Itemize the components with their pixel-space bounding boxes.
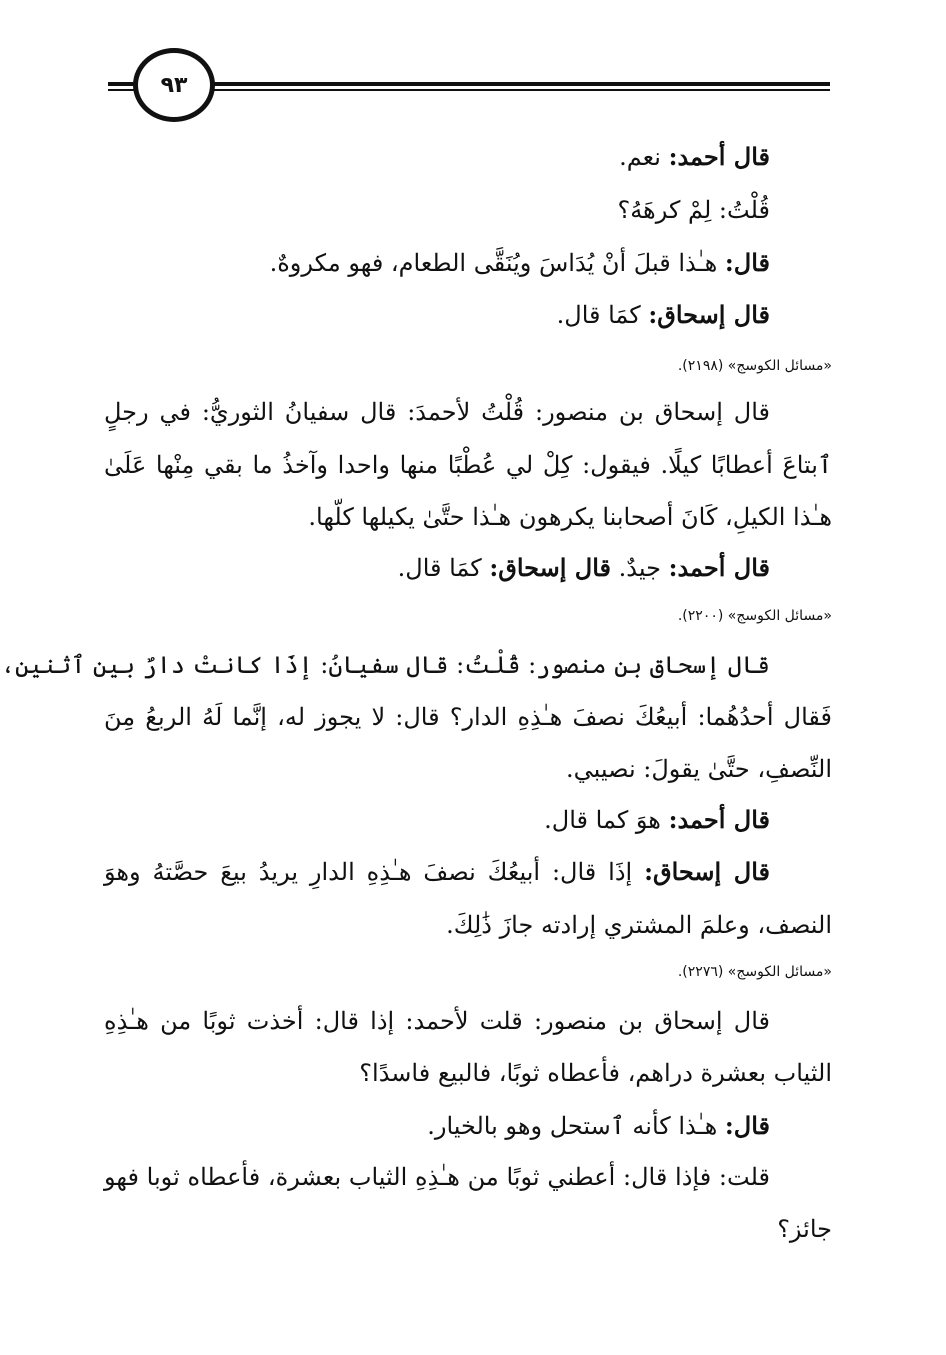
line-text: كمَا قال. bbox=[556, 301, 649, 329]
speaker-label: قال إسحاق: bbox=[489, 553, 612, 582]
text-line bbox=[104, 855, 832, 889]
speaker-label: قال: bbox=[724, 248, 770, 277]
text-line bbox=[104, 551, 832, 585]
line-text: هـٰذا قبلَ أنْ يُدَاسَ ويُنَقَّى الطعام، فهو مكروهٌ. bbox=[269, 249, 725, 277]
text-line: هـٰذا الكيلِ، كَانَ أصحابنا يكرهون هـٰذا حتَّىٰ يكيلها كلّها. bbox=[308, 503, 832, 531]
text-line bbox=[104, 298, 832, 332]
text-line: قلت: فإذا قال: أعطني ثوبًا من هـٰذِهِ الثياب بعشرة، فأعطاه ثوبا فهو bbox=[104, 1163, 770, 1191]
line-text: إذَا قال: أبيعُكَ نصفَ هـٰذِهِ الدارِ يريدُ بيعَ حصَّتهُ وهوَ bbox=[104, 858, 645, 886]
text-line: فَقال أحدُهُما: أبيعُكَ نصفَ هـٰذِهِ الدار؟ قال: لا يجوز له، إنَّما لَهُ الربعُ مِنَ bbox=[104, 703, 832, 731]
text-line: جائز؟ bbox=[777, 1215, 832, 1243]
text-line: النِّصفِ، حتَّىٰ يقولَ: نصيبي. bbox=[566, 755, 832, 783]
text-line bbox=[104, 803, 832, 837]
text-line bbox=[104, 193, 832, 227]
text-line: النصف، وعلمَ المشتري إرادته جازَ ذَٰلِكَ. bbox=[446, 911, 832, 939]
speaker-label: قال: bbox=[724, 1111, 770, 1140]
text-line bbox=[104, 140, 832, 174]
text-line: قال إسحاق بن منصور: قلت لأحمد: إذا قال: أخذت ثوبًا من هـٰذِهِ bbox=[104, 1007, 770, 1035]
speaker-label: قال أحمد: bbox=[668, 553, 770, 582]
text-line bbox=[104, 246, 832, 280]
speaker-label: قال إسحاق: bbox=[648, 300, 770, 329]
text-line: ٱبتاعَ أعطابًا كيلًا. فيقول: كِلْ لي عُطْبًا منها واحدا وآخذُ ما بقي مِنْها عَلَىٰ bbox=[104, 451, 832, 479]
line-text: نعم. bbox=[619, 143, 669, 171]
line-text: قُلْتُ: لِمْ كرهَهُ؟ bbox=[617, 196, 770, 224]
speaker-label: قال أحمد: bbox=[668, 142, 770, 171]
page-number: ٩٣ bbox=[160, 72, 188, 98]
text-line: قال إسحاق بن منصور: قُلْتُ: قال سفيانُ: إذَا كانتْ دارٌ بين ٱثنين، bbox=[0, 651, 770, 679]
source-reference: «مسائل الكوسج» (٢١٩٨). bbox=[677, 358, 832, 374]
source-reference: «مسائل الكوسج» (٢٢٧٦). bbox=[677, 964, 832, 980]
line-text: هـٰذا كأنه ٱستحل وهو بالخيار. bbox=[427, 1112, 725, 1140]
speaker-label: قال أحمد: bbox=[668, 805, 770, 834]
speaker-label: قال إسحاق: bbox=[644, 857, 771, 886]
line-text: هوَ كما قال. bbox=[544, 806, 669, 834]
source-reference: «مسائل الكوسج» (٢٢٠٠). bbox=[677, 608, 832, 624]
line-text: كمَا قال. bbox=[397, 554, 490, 582]
text-line bbox=[104, 1109, 832, 1143]
line-text: جيدٌ. bbox=[611, 554, 669, 582]
text-line: الثياب بعشرة دراهم، فأعطاه ثوبًا، فالبيع فاسدًا؟ bbox=[359, 1059, 832, 1087]
text-line: قال إسحاق بن منصور: قُلْتُ لأحمدَ: قال سفيانُ الثوريُّ: في رجلٍ bbox=[104, 398, 770, 426]
